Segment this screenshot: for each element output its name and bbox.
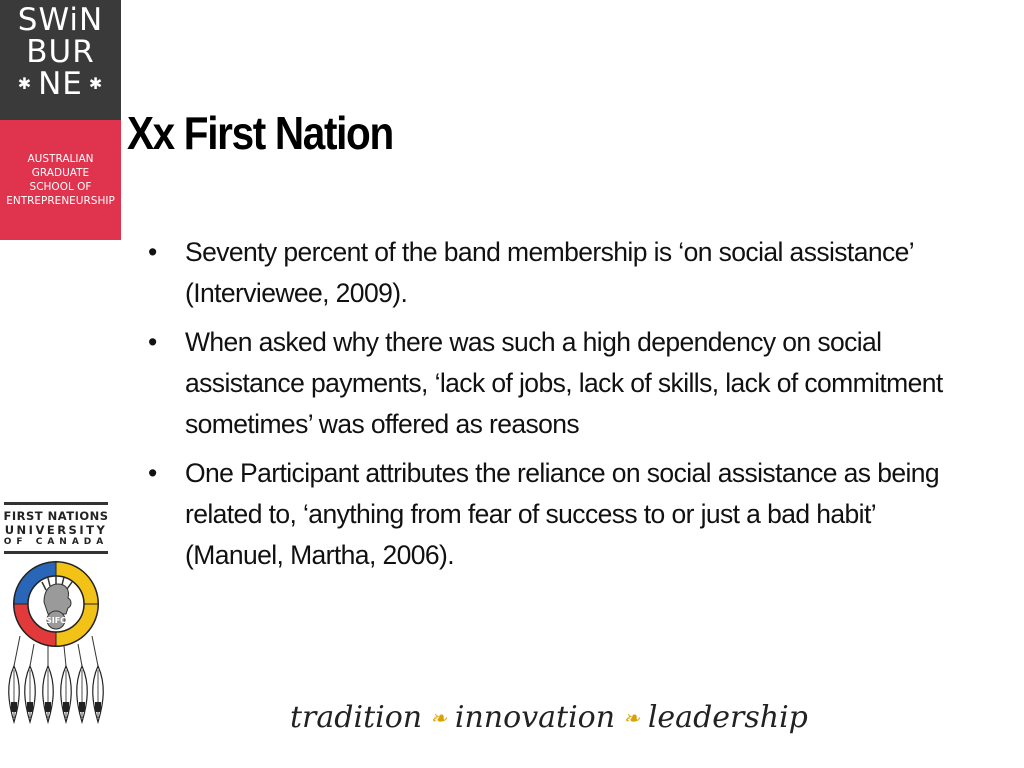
bullet-item bbox=[148, 232, 978, 314]
vine-separator-icon: ❧ bbox=[623, 705, 640, 730]
medicine-wheel-icon bbox=[0, 554, 112, 729]
school-line: AUSTRALIAN bbox=[27, 153, 94, 165]
logo-text-line1: SWiN bbox=[17, 2, 104, 38]
bullet-item bbox=[148, 453, 978, 576]
swinburne-logo bbox=[0, 0, 121, 120]
logo-rule bbox=[4, 502, 108, 505]
school-line: SCHOOL OF bbox=[29, 181, 92, 193]
fn-line1: FIRST NATIONS bbox=[3, 509, 109, 523]
bullet-text: Seventy percent of the band membership is ‘on social assistance’ (Interviewee, 2009). bbox=[185, 237, 914, 308]
school-line: GRADUATE bbox=[31, 167, 90, 179]
fn-line3: OF CANADA bbox=[3, 537, 109, 547]
bullet-dot: • bbox=[148, 237, 157, 267]
tagline-word: tradition bbox=[290, 700, 423, 735]
bullet-item bbox=[148, 322, 978, 445]
logo-text-line2: BUR bbox=[26, 34, 95, 70]
bullet-list bbox=[148, 232, 978, 584]
logo-text-line3 bbox=[0, 68, 121, 100]
bullet-text: One Participant attributes the reliance on social assistance as being related to, ‘anything from fear of success to or just a bad habit’ (Manuel, Martha, 2006). bbox=[185, 458, 940, 570]
sifc-badge: SIFC bbox=[45, 616, 67, 625]
logo-text-ne: NE bbox=[38, 66, 83, 102]
school-line: ENTREPRENEURSHIP bbox=[6, 195, 115, 207]
bullet-dot: • bbox=[148, 458, 157, 488]
bullet-text: When asked why there was such a high dependency on social assistance payments, ‘lack of jobs, lack of skills, lack of commitment sometimes’ was offered as reasons bbox=[185, 327, 943, 439]
bullet-dot: • bbox=[148, 327, 157, 357]
star-icon: ✱ bbox=[17, 74, 33, 93]
slide-title: Xx First Nation bbox=[127, 107, 393, 159]
tagline-word: leadership bbox=[647, 700, 808, 735]
tagline bbox=[290, 700, 808, 735]
first-nations-logo bbox=[0, 502, 112, 734]
vine-separator-icon: ❧ bbox=[430, 705, 447, 730]
star-icon: ✱ bbox=[88, 74, 104, 93]
school-label bbox=[0, 120, 121, 240]
tagline-word: innovation bbox=[454, 700, 616, 735]
fn-line2: UNIVERSITY bbox=[4, 523, 108, 537]
